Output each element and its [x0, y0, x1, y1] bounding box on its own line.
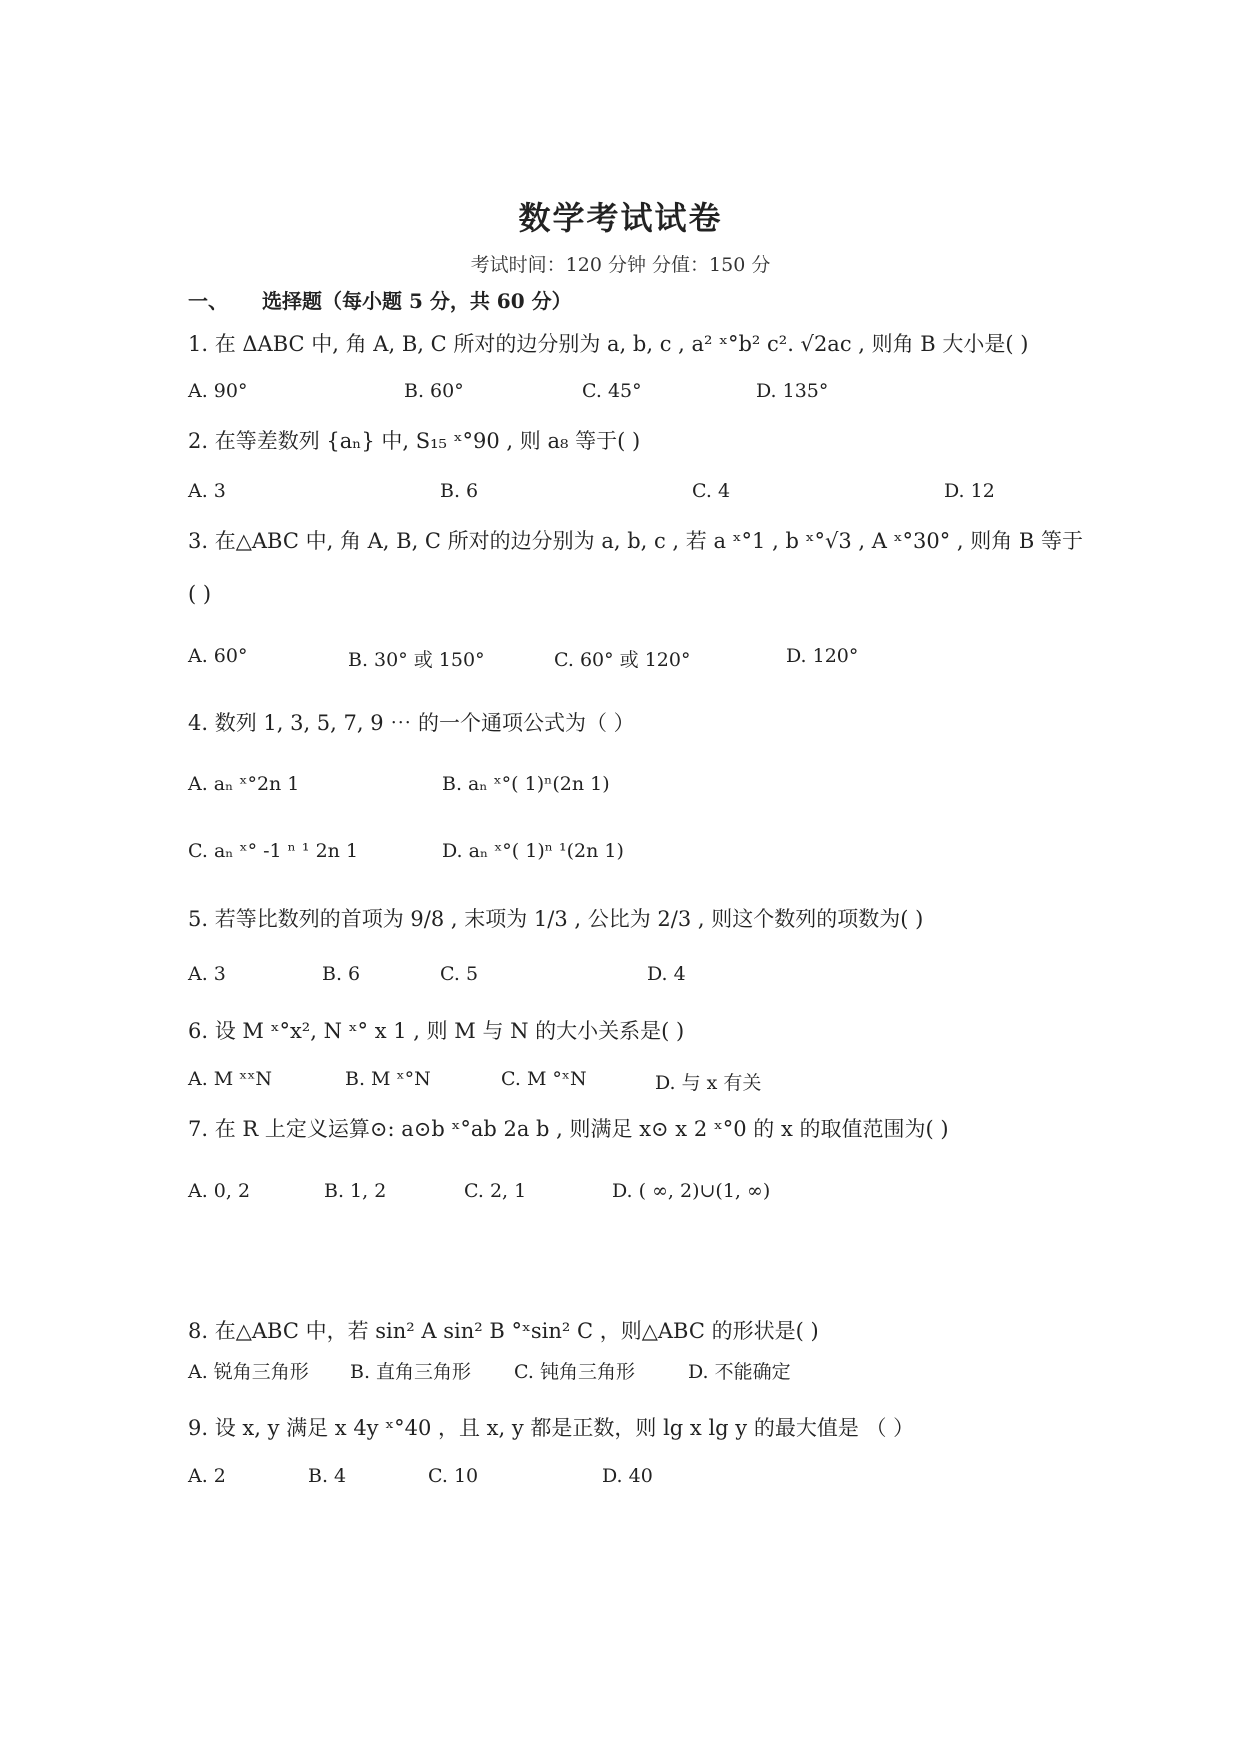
option-b: B. aₙ ˣ°( 1)ⁿ(2n 1): [442, 773, 610, 795]
option-b: B. 1, 2: [324, 1180, 387, 1202]
option-d: D. 120°: [786, 645, 859, 667]
option-b: B. 6: [440, 480, 479, 502]
option-c: C. M °ˣN: [501, 1068, 587, 1090]
question-3-text-continued: ( ): [188, 582, 212, 606]
option-d: D. 4: [647, 963, 686, 985]
option-c: C. 60° 或 120°: [554, 649, 691, 671]
question-9-text: 9. 设 x, y 满足 x 4y ˣ°40 ，且 x, y 都是正数，则 lg x lg y 的最大值是 （ ）: [188, 1416, 915, 1440]
option-b: B. 6: [322, 963, 361, 985]
option-a: A. 3: [188, 480, 226, 502]
page-title: 数学考试试卷: [518, 199, 723, 237]
section-heading: [188, 285, 572, 314]
option-c: C. 2, 1: [464, 1180, 527, 1202]
exam-info: 考试时间：120 分钟 分值：150 分: [470, 254, 771, 276]
section-number: 一、: [188, 289, 228, 313]
question-4-text: 4. 数列 1, 3, 5, 7, 9 ⋯ 的一个通项公式为（ ）: [188, 711, 635, 735]
question-2-text: 2. 在等差数列 {aₙ} 中, S₁₅ ˣ°90 , 则 a₈ 等于( ): [188, 429, 641, 453]
option-a: A. 0, 2: [188, 1180, 251, 1202]
option-b: B. 直角三角形: [350, 1361, 472, 1383]
option-d: D. 12: [944, 480, 995, 502]
question-1-text: 1. 在 ΔABC 中, 角 A, B, C 所对的边分别为 a, b, c , a² ˣ°b² c². √2ac , 则角 B 大小是( ): [188, 332, 1029, 356]
option-b: B. 60°: [404, 380, 464, 402]
question-7-text: 7. 在 R 上定义运算⊙: a⊙b ˣ°ab 2a b , 则满足 x⊙ x 2 ˣ°0 的 x 的取值范围为( ): [188, 1117, 949, 1141]
option-c: C. 钝角三角形: [514, 1361, 635, 1383]
option-a: A. 锐角三角形: [188, 1361, 309, 1383]
question-5-text: 5. 若等比数列的首项为 9/8 , 末项为 1/3 , 公比为 2/3 , 则这个数列的项数为( ): [188, 907, 924, 931]
option-d: D. 40: [602, 1465, 653, 1487]
option-d: D. 135°: [756, 380, 829, 402]
option-d: D. aₙ ˣ°( 1)ⁿ ¹(2n 1): [442, 840, 624, 862]
option-c: C. 4: [692, 480, 731, 502]
option-a: A. M ˣˣN: [188, 1068, 273, 1090]
option-a: A. 90°: [188, 380, 248, 402]
section-label: 选择题（每小题 5 分，共 60 分）: [262, 289, 572, 313]
option-d: D. ( ∞, 2)∪(1, ∞): [612, 1180, 771, 1202]
option-c: C. 10: [428, 1465, 479, 1487]
question-8-text: 8. 在△ABC 中，若 sin² A sin² B °ˣsin² C ，则△ABC 的形状是( ): [188, 1319, 819, 1343]
option-a: A. 3: [188, 963, 226, 985]
option-c: C. 5: [440, 963, 479, 985]
option-c: C. aₙ ˣ° -1 ⁿ ¹ 2n 1: [188, 840, 359, 862]
option-c: C. 45°: [582, 380, 642, 402]
option-b: B. 4: [308, 1465, 347, 1487]
option-d: D. 不能确定: [688, 1361, 791, 1383]
option-b: B. 30° 或 150°: [348, 649, 485, 671]
option-d: D. 与 x 有关: [655, 1072, 762, 1094]
option-a: A. aₙ ˣ°2n 1: [188, 773, 300, 795]
option-b: B. M ˣ°N: [345, 1068, 431, 1090]
option-a: A. 60°: [188, 645, 248, 667]
question-6-text: 6. 设 M ˣ°x², N ˣ° x 1 , 则 M 与 N 的大小关系是( ): [188, 1019, 685, 1043]
option-a: A. 2: [188, 1465, 226, 1487]
question-3-text: 3. 在△ABC 中, 角 A, B, C 所对的边分别为 a, b, c , 若 a ˣ°1 , b ˣ°√3 , A ˣ°30° , 则角 B 等于: [188, 529, 1084, 553]
